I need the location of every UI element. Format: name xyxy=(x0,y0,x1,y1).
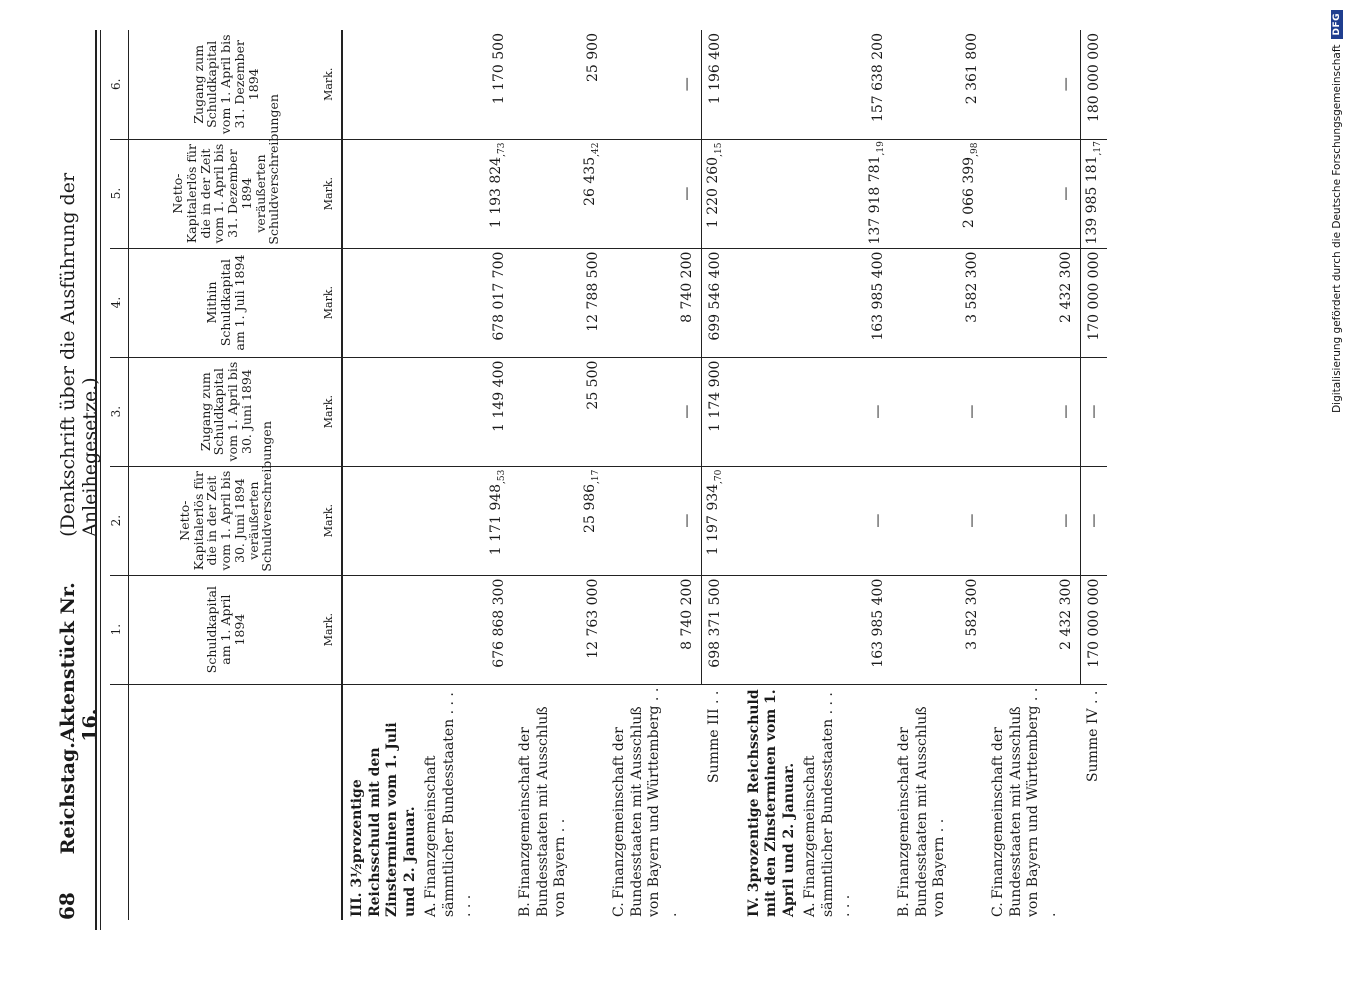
amount-cell: 1 174 900 xyxy=(701,357,728,466)
empty-cell xyxy=(728,248,740,357)
amount-cell: 25 $986_{,17}$ xyxy=(513,466,607,575)
amount-cell: 139 985 $181_{,17}$ xyxy=(1080,139,1107,248)
column-number: 5. xyxy=(110,139,129,248)
section-title: IV. 3prozentige Reichsschuld mit den Zinsterminen vom 1. April und 2. Januar. xyxy=(745,689,797,917)
amount-cell: 676 868 300 xyxy=(419,575,513,684)
empty-cell xyxy=(740,466,799,575)
amount-cell: 3 582 300 xyxy=(892,575,986,684)
empty-cell xyxy=(740,248,799,357)
row-label xyxy=(419,684,513,920)
amount-cell: 8 740 200 xyxy=(607,575,701,684)
empty-cell xyxy=(342,139,419,248)
row-label-text: Finanzgemeinschaft der Bundesstaaten mit Ausschluß von Bayern und Württemberg . . . xyxy=(611,687,680,917)
amount-cell: 163 985 400 xyxy=(798,575,892,684)
amount-cell: 180 000 000 xyxy=(1080,30,1107,139)
column-header: Netto-Kapitalerlös für die in der Zeit vom 1. April bis 31. Dezember 1894 veräußerten Schuldverschreibungen xyxy=(129,139,324,248)
debt-table xyxy=(110,30,1107,920)
amount-cell: 12 763 000 xyxy=(513,575,607,684)
unit-label: Mark. xyxy=(323,248,342,357)
amount-cell: — xyxy=(798,466,892,575)
amount-cell: 170 000 000 xyxy=(1080,575,1107,684)
row-label xyxy=(986,684,1080,920)
running-head xyxy=(55,40,101,920)
amount-cell: 8 740 200 xyxy=(607,248,701,357)
empty-cell xyxy=(728,684,740,920)
amount-cell: 1 197 $934_{,70}$ xyxy=(701,466,728,575)
table-body xyxy=(342,30,1107,920)
table-row xyxy=(798,30,892,920)
amount-cell: 12 788 500 xyxy=(513,248,607,357)
unit-label: Mark. xyxy=(323,139,342,248)
empty-cell xyxy=(728,357,740,466)
row-letter: B. xyxy=(896,902,912,917)
pfennig-fraction: ,42 xyxy=(591,142,601,157)
row-label xyxy=(513,684,607,920)
table-row xyxy=(607,30,701,920)
column-header: Netto-Kapitalerlös für die in der Zeit vom 1. April bis 30. Juni 1894 veräußerten Schuldverschreibungen xyxy=(129,466,324,575)
section-title-row xyxy=(740,30,799,920)
pfennig-fraction: ,73 xyxy=(497,142,507,157)
amount-cell: 1 170 500 xyxy=(419,30,513,139)
sum-row xyxy=(1080,30,1107,920)
empty-cell xyxy=(740,139,799,248)
amount-cell: 1 149 400 xyxy=(419,357,513,466)
amount-cell: — xyxy=(607,466,701,575)
amount-cell: 2 066 $399_{,98}$ xyxy=(892,139,986,248)
amount-cell: 1 171 $948_{,53}$ xyxy=(419,466,513,575)
amount-cell: — xyxy=(892,466,986,575)
empty-cell xyxy=(342,466,419,575)
header-rule-thin xyxy=(100,30,101,930)
section-title-row xyxy=(342,30,419,920)
sum-row xyxy=(701,30,728,920)
amount-cell: 26 $435_{,42}$ xyxy=(513,139,607,248)
page-number: 68 xyxy=(55,892,79,920)
unit-label: Mark. xyxy=(323,357,342,466)
row-label-text: Finanzgemeinschaft sämmtlicher Bundesstaaten . . . . . . xyxy=(802,692,853,917)
empty-cell xyxy=(342,248,419,357)
unit-label: Mark. xyxy=(323,466,342,575)
empty-cell xyxy=(740,357,799,466)
amount-cell: — xyxy=(986,466,1080,575)
spacer-row xyxy=(728,30,740,920)
header-rule xyxy=(95,30,97,930)
amount-cell: 163 985 400 xyxy=(798,248,892,357)
amount-cell: 25 500 xyxy=(513,357,607,466)
empty-cell xyxy=(740,575,799,684)
column-header: Zugang zum Schuldkapital vom 1. April bis 30. Juni 1894 xyxy=(129,357,324,466)
column-number-row xyxy=(110,30,129,920)
row-letter: C. xyxy=(611,902,627,917)
row-letter: B. xyxy=(517,902,533,917)
row-letter: C. xyxy=(990,902,1006,917)
column-number: 2. xyxy=(110,466,129,575)
table-row xyxy=(419,30,513,920)
table-row xyxy=(986,30,1080,920)
empty-cell xyxy=(728,139,740,248)
document-number: Aktenstück Nr. 16. xyxy=(57,582,101,742)
column-header: Schuldkapital am 1. April 1894 xyxy=(129,575,324,684)
unit-label: Mark. xyxy=(323,575,342,684)
amount-cell: 3 582 300 xyxy=(892,248,986,357)
row-label-text: Finanzgemeinschaft der Bundesstaaten mit Ausschluß von Bayern . . xyxy=(896,706,947,917)
amount-cell: 2 432 300 xyxy=(986,248,1080,357)
amount-cell: — xyxy=(1080,357,1107,466)
row-label xyxy=(892,684,986,920)
pfennig-fraction: ,70 xyxy=(713,469,724,484)
column-number: 1. xyxy=(110,575,129,684)
row-label-text: Finanzgemeinschaft sämmtlicher Bundesstaaten . . . . . . xyxy=(423,692,474,917)
column-header-row xyxy=(129,30,324,920)
unit-label: Mark. xyxy=(323,30,342,139)
amount-cell: — xyxy=(986,30,1080,139)
empty-cell xyxy=(342,30,419,139)
amount-cell: — xyxy=(607,30,701,139)
amount-cell: — xyxy=(1080,466,1107,575)
table-row xyxy=(513,30,607,920)
amount-cell: — xyxy=(607,357,701,466)
amount-cell: 157 638 200 xyxy=(798,30,892,139)
column-header: Mithin Schuldkapital am 1. Juli 1894 xyxy=(129,248,324,357)
amount-cell: 2 432 300 xyxy=(986,575,1080,684)
row-label-text: Finanzgemeinschaft der Bundesstaaten mit Ausschluß von Bayern . . xyxy=(517,706,568,917)
empty-cell xyxy=(728,575,740,684)
amount-cell: — xyxy=(607,139,701,248)
amount-cell: 698 371 500 xyxy=(701,575,728,684)
amount-cell: 678 017 700 xyxy=(419,248,513,357)
amount-cell: 137 918 $781_{,19}$ xyxy=(798,139,892,248)
pfennig-fraction: ,17 xyxy=(1092,141,1103,156)
empty-cell xyxy=(342,575,419,684)
amount-cell: 1 220 $260_{,15}$ xyxy=(701,139,728,248)
amount-cell: — xyxy=(986,357,1080,466)
row-label xyxy=(607,684,701,920)
amount-cell: 699 546 400 xyxy=(701,248,728,357)
amount-cell: 1 193 $824_{,73}$ xyxy=(419,139,513,248)
chamber-name: Reichstag. xyxy=(57,742,79,855)
amount-cell: 1 196 400 xyxy=(701,30,728,139)
pfennig-fraction: ,17 xyxy=(591,469,601,484)
document-title: (Denkschrift über die Ausführung der Anleihegesetze.) xyxy=(57,172,101,537)
dfg-logo: DFG xyxy=(1331,10,1343,39)
section-title: III. 3½prozentige Reichsschuld mit den Zinsterminen vom 1. Juli und 2. Januar. xyxy=(349,722,418,917)
column-number: 6. xyxy=(110,30,129,139)
row-letter: A. xyxy=(423,902,439,917)
empty-cell xyxy=(728,466,740,575)
amount-cell: 25 900 xyxy=(513,30,607,139)
pfennig-fraction: ,19 xyxy=(876,141,886,156)
amount-cell: — xyxy=(986,139,1080,248)
row-label xyxy=(798,684,892,920)
column-header: Zugang zum Schuldkapital vom 1. April bis 31. Dezember 1894 xyxy=(129,30,324,139)
credit-text: Digitalisierung gefördert durch die Deutsche Forschungsgemeinschaft xyxy=(1331,44,1343,413)
amount-cell: 170 000 000 xyxy=(1080,248,1107,357)
pfennig-fraction: ,53 xyxy=(497,469,507,484)
sum-label: Summe IV . . xyxy=(1084,690,1101,782)
sum-label: Summe III . . xyxy=(705,690,722,783)
empty-cell xyxy=(342,357,419,466)
unit-row xyxy=(323,30,342,920)
row-letter: A. xyxy=(802,902,818,917)
pfennig-fraction: ,15 xyxy=(713,142,724,157)
pfennig-fraction: ,98 xyxy=(970,142,980,157)
column-number: 4. xyxy=(110,248,129,357)
amount-cell: — xyxy=(892,357,986,466)
row-label-text: Finanzgemeinschaft der Bundesstaaten mit Ausschluß von Bayern und Württemberg . . . xyxy=(990,687,1059,917)
empty-cell xyxy=(740,30,799,139)
amount-cell: 2 361 800 xyxy=(892,30,986,139)
empty-cell xyxy=(728,30,740,139)
table-row xyxy=(892,30,986,920)
amount-cell: — xyxy=(798,357,892,466)
column-number: 3. xyxy=(110,357,129,466)
